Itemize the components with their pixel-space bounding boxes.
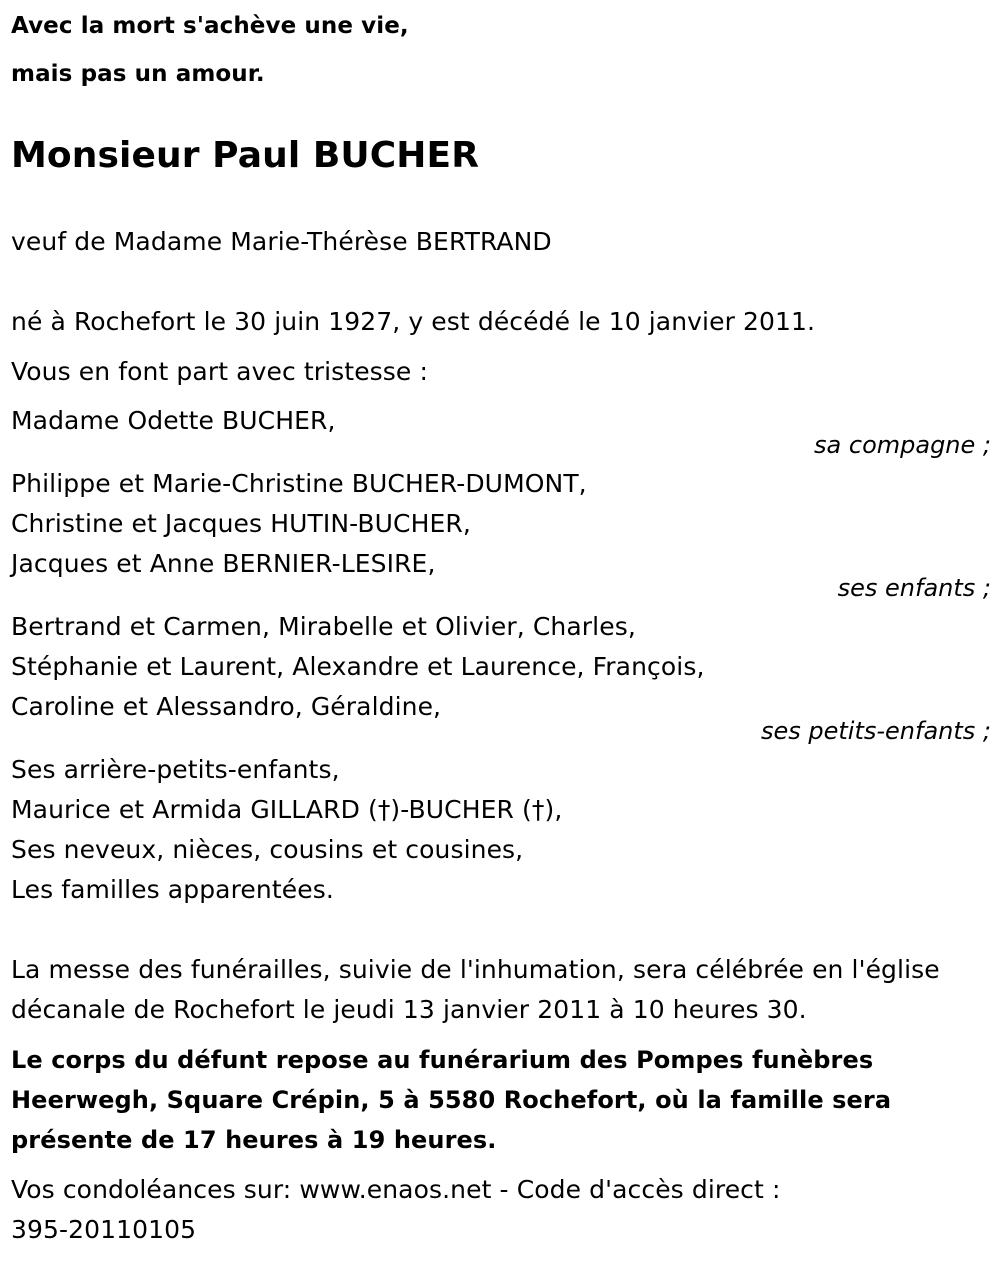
other-relatives-line-2: Maurice et Armida GILLARD (†)-BUCHER (†), (11, 795, 563, 824)
condolences-line-1: Vos condoléances sur: www.enaos.net - Code d'accès direct : (11, 1175, 781, 1204)
role-grandchildren: ses petits-enfants ; (760, 717, 991, 745)
deceased-name: Monsieur Paul BUCHER (11, 135, 480, 176)
other-relatives-line-1: Ses arrière-petits-enfants, (11, 755, 340, 784)
mass-line-2: décanale de Rochefort le jeudi 13 janvier 2011 à 10 heures 30. (11, 995, 807, 1024)
child-line-1: Philippe et Marie-Christine BUCHER-DUMONT, (11, 469, 587, 498)
mass-line-1: La messe des funérailles, suivie de l'inhumation, sera célébrée en l'église (11, 955, 940, 984)
other-relatives-line-3: Ses neveux, nièces, cousins et cousines, (11, 835, 524, 864)
companion-name: Madame Odette BUCHER, (11, 406, 336, 435)
role-children: ses enfants ; (837, 574, 991, 602)
announcement-intro: Vous en font part avec tristesse : (11, 357, 428, 386)
child-line-2: Christine et Jacques HUTIN-BUCHER, (11, 509, 471, 538)
condolences-code: 395-20110105 (11, 1215, 197, 1244)
epigraph-line-2: mais pas un amour. (11, 61, 265, 87)
other-relatives-line-4: Les familles apparentées. (11, 875, 334, 904)
grandchild-line-2: Stéphanie et Laurent, Alexandre et Laurence, François, (11, 652, 705, 681)
body-location-line-3: présente de 17 heures à 19 heures. (11, 1126, 497, 1154)
role-companion: sa compagne ; (814, 431, 991, 459)
widower-line: veuf de Madame Marie-Thérèse BERTRAND (11, 227, 552, 256)
birth-death-line: né à Rochefort le 30 juin 1927, y est décédé le 10 janvier 2011. (11, 307, 816, 336)
child-line-3: Jacques et Anne BERNIER-LESIRE, (11, 549, 436, 578)
body-location-line-1: Le corps du défunt repose au funérarium des Pompes funèbres (11, 1046, 874, 1074)
grandchild-line-1: Bertrand et Carmen, Mirabelle et Olivier, Charles, (11, 612, 636, 641)
epigraph-line-1: Avec la mort s'achève une vie, (11, 13, 409, 39)
body-location-line-2: Heerwegh, Square Crépin, 5 à 5580 Rochefort, où la famille sera (11, 1086, 892, 1114)
grandchild-line-3: Caroline et Alessandro, Géraldine, (11, 692, 442, 721)
